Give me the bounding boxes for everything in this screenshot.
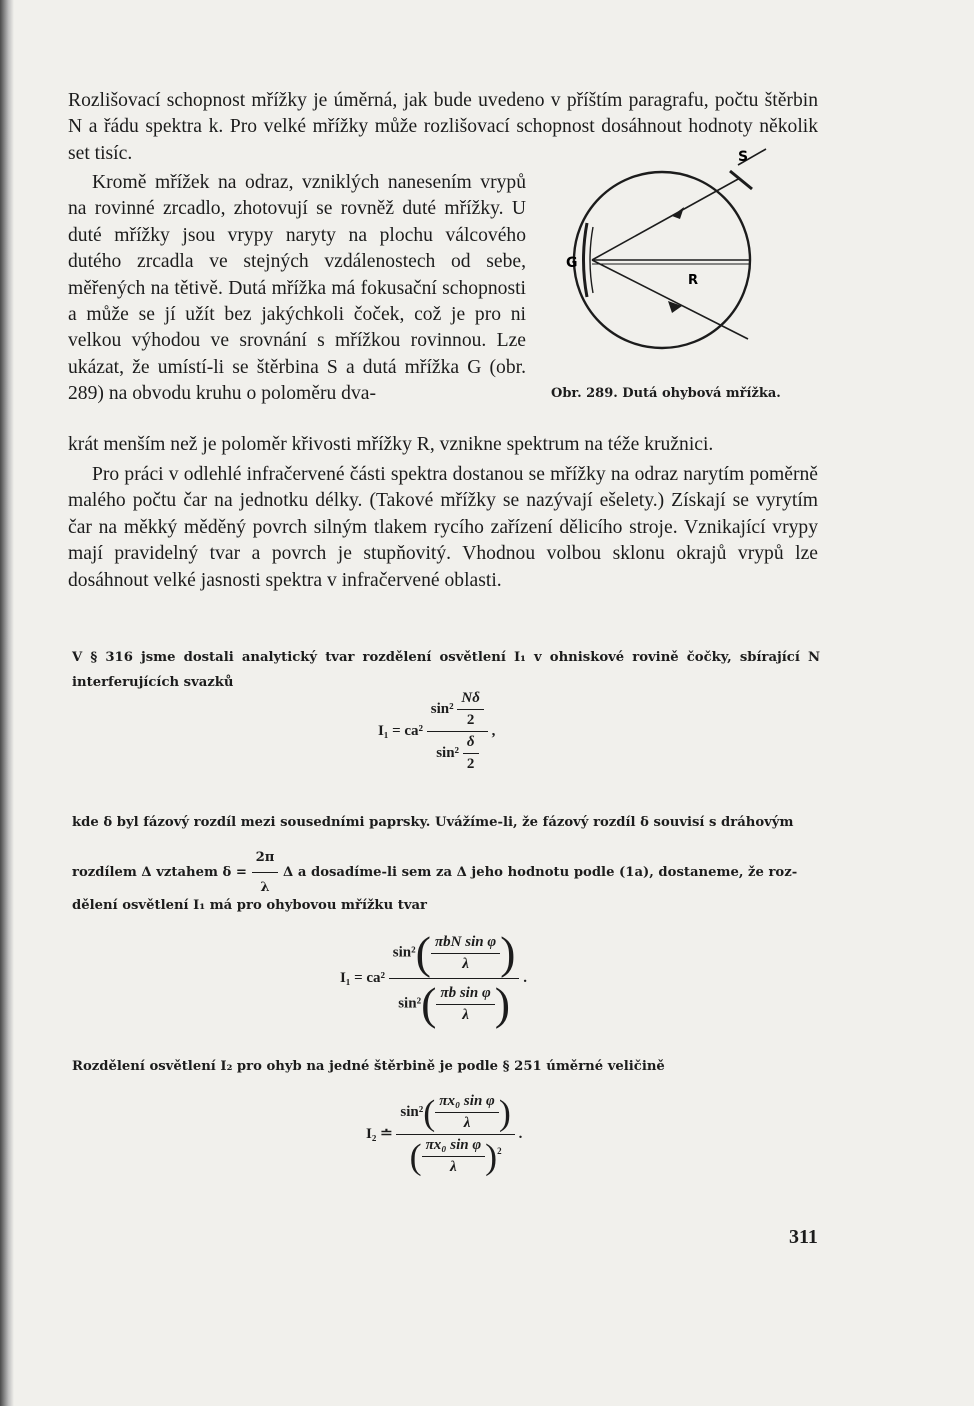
concave-grating-figure (560, 143, 780, 373)
equation-2: I₁ = ca² sin²( $\frac{\text{πbN sin φ}}{\lambda}$ ) sin²( $\frac{\text{πb sin φ}}{\lambda}$ ) . (340, 927, 527, 1029)
paragraph-resolving-power: Rozlišovací schopnost mřížky je úměrná, jak bude uvedeno v příštím paragrafu, počtu štěrbin N a řádu spektra k. Pro velké mřížky může rozlišovací schopnost dosáhnout hodnoty několik set tisíc. (68, 90, 818, 164)
paragraph-concave-grating-end: krát menším než je poloměr křivosti mřížky R, vznikne spektrum na téže kružnici. (68, 434, 714, 455)
paragraph-concave-grating: Kromě mřížek na odraz, vzniklých nanesením vrypů na rovinné zrcadlo, zhotovují se rovněž duté mřížky. U duté mřížky jsou vrypy naryty na plochu válcového dutého zrcadla ve stejných vzdálenostech od sebe, měřených na tětivě. Dutá mřížka má fokusační schopnosti a může se jí užít bez jakýchkoli čoček, což je pro ni velkou výhodou ve srovnání s mřížkou rovinnou. Lze ukázat, že umístí-li se štěrbina S a dutá mřížka G (obr. 289) na obvodu kruhu o poloměru dva- (68, 172, 526, 405)
small-paragraph-3: Rozdělení osvětlení I₂ pro ohyb na jedné štěrbině je podle § 251 úměrné veličině (72, 1059, 665, 1074)
page-number: 311 (789, 1226, 818, 1248)
paragraph-echelette: Pro práci v odlehlé infračervené části spektra dostanou se mřížky na odraz narytím poměrně malého počtu čar na jednotku délky. (Takové mřížky se nazývají ešelety.) Získají se vyrytím čar na měkký měděný povrch silným tlakem rycího zařízení dělicího stroje. Vznikající vrypy mají pravidelný tvar a povrch je stupňovitý. Vhodnou volbou sklonu okrajů vrypů lze dosáhnout velké jasnosti spektra v infračervené oblasti. (68, 464, 818, 591)
small-paragraph-1: V § 316 jsme dostali analytický tvar rozdělení osvětlení I₁ v ohniskové rovině čočky, sbírající N interferujících svazků (72, 650, 820, 690)
arrow-incident (672, 207, 684, 219)
small-paragraph-2: kde δ byl fázový rozdíl mezi sousedními paprsky. Uvážíme-li, že fázový rozdíl δ souvisí s dráhovým (72, 815, 794, 830)
equation-1: I₁ = ca² sin² $\frac{N\delta}{2}$ sin² $\frac{\delta}{2}$ , (378, 690, 496, 772)
diffracted-ray (592, 260, 748, 339)
equation-3: I₂ ≐ sin²( $\frac{\text{πx₀ sin φ}}{\lambda}$ ) ( $\frac{\text{πx₀ sin φ}}{\lambda}$ )$^2$ . (366, 1092, 523, 1177)
figure-caption: Obr. 289. Dutá ohybová mřížka. (551, 386, 781, 401)
small-paragraph-2b: rozdílem Δ vztahem δ = $\frac{2\pi}{\lambda}$ Δ a dosadíme-li sem za Δ jeho hodnotu podle (1a), dostaneme, že roz- (72, 850, 798, 895)
page-edge-shadow (0, 0, 14, 1406)
small-paragraph-2c: dělení osvětlení I₁ má pro ohybovou mřížku tvar (72, 898, 428, 913)
label-g: G (566, 255, 578, 271)
grating-surface (584, 223, 588, 297)
label-r: R (688, 273, 699, 288)
label-s: S (738, 149, 749, 165)
slit-mark (730, 171, 752, 189)
incident-ray (592, 178, 740, 260)
